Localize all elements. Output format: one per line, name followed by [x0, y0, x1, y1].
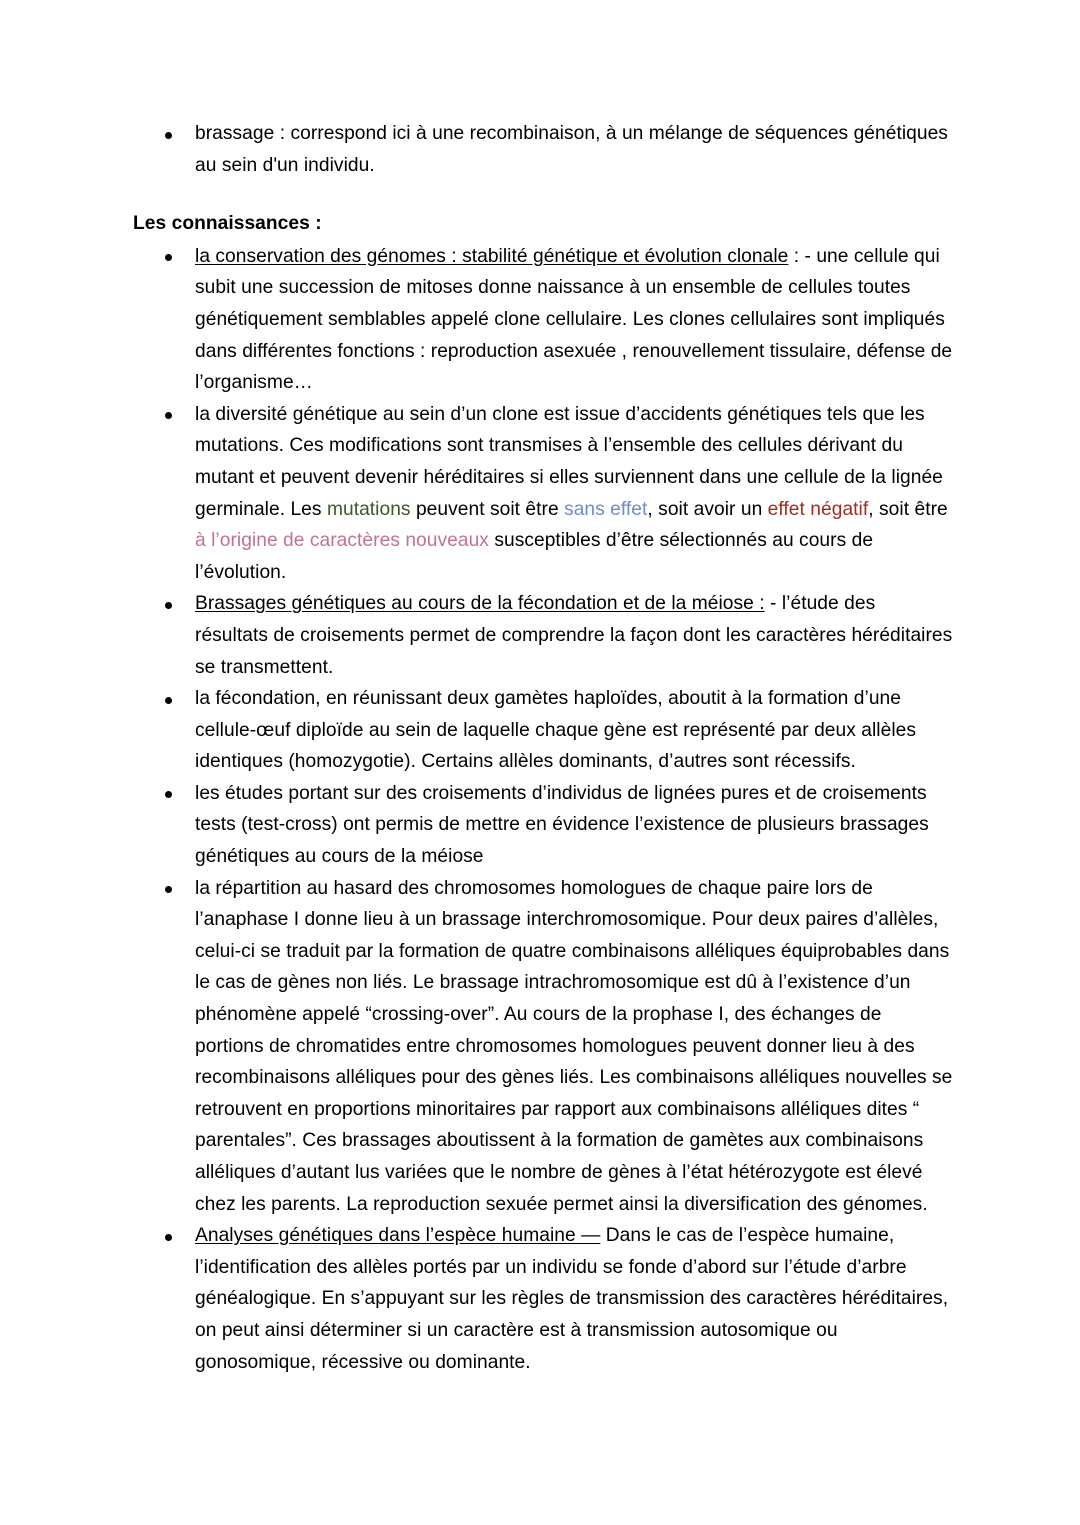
bullet-segment: , soit avoir un	[647, 498, 768, 520]
bullet-underlined-lead: Brassages génétiques au cours de la fécondation et de la méiose :	[195, 593, 765, 615]
bullet-segment: la diversité génétique au sein d’un clone est issue d’accidents génétiques tels que les mutations. Ces modifications sont transmises à l’ensemble des cellules dérivant du mutant et peuvent devenir héréditaires si elles surviennent dans une cellule de la lignée germinale. Les	[195, 403, 943, 520]
bullet-segment: susceptibles d’être sélectionnés au cours de l’évolution.	[195, 530, 874, 583]
intro-bullet-list	[133, 118, 953, 181]
bullet-text: brassage : correspond ici à une recombinaison, à un mélange de séquences génétiques au sein d'un individu.	[195, 123, 948, 176]
bullet-text: la fécondation, en réunissant deux gamètes haploïdes, aboutit à la formation d’une cellule-œuf diploïde au sein de laquelle chaque gène est représenté par deux allèles identiques (homozygotie). Certains allèles dominants, d’autres sont récessifs.	[195, 688, 917, 773]
knowledge-bullet-list	[133, 241, 953, 1378]
bullet-segment-mutations: mutations	[326, 498, 411, 520]
bullet-text: - l’étude des résultats de croisements permet de comprendre la façon dont les caractères héréditaires se transmettent.	[195, 593, 953, 678]
bullet-text: les études portant sur des croisements d’individus de lignées pures et de croisements tests (test-cross) ont permis de mettre en évidence l’existence de plusieurs brassages génétiques au cours de la méiose	[195, 782, 929, 868]
bullet-text: la répartition au hasard des chromosomes homologues de chaque paire lors de l’anaphase I donne lieu à un brassage interchromosomique. Pour deux paires d’allèles, celui-ci se traduit par la formation de quatre combinaisons alléliques équiprobables dans le cas de gènes non liés. Le brassage intrachromosomique est dû à l’existence d’un phénomène appelé “crossing-over”. Au cours de la prophase I, des échanges de portions de chromatides entre chromosomes homologues peuvent donner lieu à des recombinaisons alléliques pour des gènes liés. Les combinaisons alléliques nouvelles se retrouvent en proportions minoritaires par rapport aux combinaisons alléliques dites “ parentales”. Ces brassages aboutissent à la formation de gamètes aux combinaisons alléliques d’autant lus variées que le nombre de gènes à l’état hétérozygote est élevé chez les parents. La reproduction sexuée permet ainsi la diversification des génomes.	[195, 877, 953, 1215]
list-item	[133, 873, 953, 1221]
bullet-segment-sans-effet: sans effet	[564, 498, 648, 520]
list-item	[133, 241, 953, 399]
bullet-text: : - une cellule qui subit une succession de mitoses donne naissance à un ensemble de cellules toutes génétiquement semblables appelé clone cellulaire. Les clones cellulaires sont impliqués dans différentes fonctions : reproduction asexuée , renouvellement tissulaire, défense de l’organisme…	[195, 245, 953, 394]
list-item	[133, 118, 953, 181]
list-item	[133, 399, 953, 589]
bullet-segment: peuvent soit être	[410, 498, 565, 520]
document-body	[133, 118, 953, 1378]
list-item	[133, 778, 953, 873]
bullet-segment-caracteres-nouveaux: à l’origine de caractères nouveaux	[195, 530, 489, 552]
bullet-underlined-lead: Analyses génétiques dans l’espèce humaine —	[195, 1225, 601, 1247]
bullet-text: Dans le cas de l’espèce humaine, l’identification des allèles portés par un individu se fonde d’abord sur l’étude d’arbre généalogique. En s’appuyant sur les règles de transmission des caractères héréditaires, on peut ainsi déterminer si un caractère est à transmission autosomique ou gonosomique, récessive ou dominante.	[195, 1225, 949, 1373]
section-heading: Les connaissances :	[133, 213, 322, 235]
bullet-underlined-lead: la conservation des génomes : stabilité génétique et évolution clonale	[195, 245, 789, 267]
list-item	[133, 683, 953, 778]
bullet-segment: , soit être	[868, 498, 948, 520]
bullet-segment-effet-negatif: effet négatif	[767, 498, 869, 520]
list-item	[133, 1220, 953, 1378]
list-item	[133, 588, 953, 683]
